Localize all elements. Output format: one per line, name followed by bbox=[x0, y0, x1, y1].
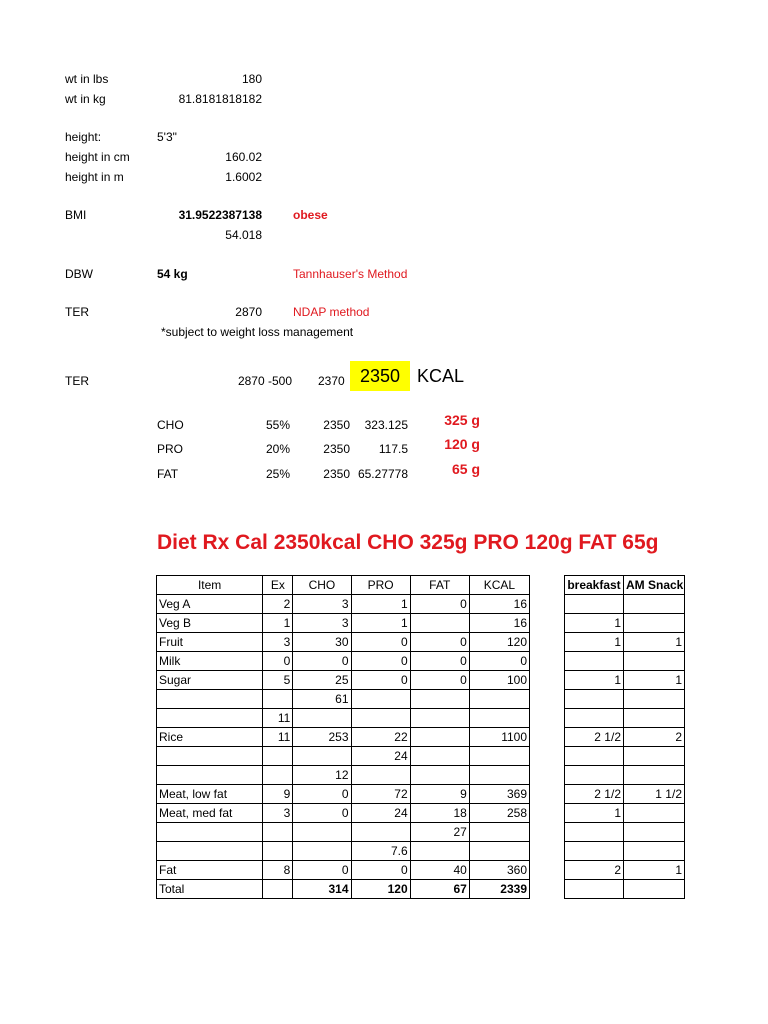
ter2-label: TER bbox=[65, 374, 89, 388]
item-cell bbox=[157, 842, 263, 861]
value-cell: 3 bbox=[293, 614, 351, 633]
value-cell bbox=[565, 880, 624, 899]
value-cell: 0 bbox=[351, 652, 410, 671]
item-cell bbox=[157, 709, 263, 728]
macro-rounded: 325 g bbox=[444, 412, 480, 428]
table-row bbox=[157, 880, 530, 899]
value-cell: 2 bbox=[624, 728, 685, 747]
dbw-note: Tannhauser's Method bbox=[293, 267, 408, 281]
table-row bbox=[157, 823, 530, 842]
value-cell: 0 bbox=[410, 652, 469, 671]
column-header: AM Snack bbox=[624, 576, 685, 595]
table-header-row bbox=[157, 576, 530, 595]
value-cell: 258 bbox=[469, 804, 529, 823]
macro-kcal: 2350 bbox=[323, 442, 350, 456]
value-cell: 72 bbox=[351, 785, 410, 804]
table-row bbox=[157, 633, 530, 652]
value-cell bbox=[565, 766, 624, 785]
table-row bbox=[157, 766, 530, 785]
table-row bbox=[157, 671, 530, 690]
table-row bbox=[565, 633, 685, 652]
table-row bbox=[157, 842, 530, 861]
value-cell: 9 bbox=[410, 785, 469, 804]
value-cell bbox=[565, 690, 624, 709]
table-row bbox=[157, 690, 530, 709]
height-value: 5'3" bbox=[157, 130, 177, 144]
value-cell bbox=[565, 747, 624, 766]
value-cell: 22 bbox=[351, 728, 410, 747]
macro-rounded: 65 g bbox=[451, 461, 480, 477]
item-cell: Fruit bbox=[157, 633, 263, 652]
value-cell bbox=[410, 842, 469, 861]
value-cell bbox=[469, 709, 529, 728]
macro-name: PRO bbox=[157, 442, 184, 456]
item-cell: Total bbox=[157, 880, 263, 899]
value-cell bbox=[624, 880, 685, 899]
item-cell: Rice bbox=[157, 728, 263, 747]
macro-percent: 20% bbox=[265, 442, 290, 456]
value-cell bbox=[624, 823, 685, 842]
item-cell bbox=[157, 747, 263, 766]
value-cell: 24 bbox=[351, 804, 410, 823]
value-cell bbox=[263, 690, 293, 709]
value-cell bbox=[293, 747, 351, 766]
value-cell bbox=[469, 842, 529, 861]
macro-kcal: 2350 bbox=[323, 467, 350, 481]
height-label: height: bbox=[65, 130, 102, 144]
dbw-value: 54 kg bbox=[157, 267, 188, 281]
macro-percent: 55% bbox=[265, 418, 290, 432]
value-cell bbox=[293, 709, 351, 728]
value-cell: 16 bbox=[469, 595, 529, 614]
item-cell bbox=[157, 690, 263, 709]
value-cell: 120 bbox=[351, 880, 410, 899]
macro-rounded: 120 g bbox=[444, 436, 480, 452]
item-cell bbox=[157, 823, 263, 842]
value-cell: 0 bbox=[263, 652, 293, 671]
value-cell: 1 bbox=[624, 671, 685, 690]
value-cell bbox=[410, 766, 469, 785]
value-cell bbox=[565, 595, 624, 614]
table-row bbox=[565, 614, 685, 633]
value-cell: 369 bbox=[469, 785, 529, 804]
value-cell: 16 bbox=[469, 614, 529, 633]
value-cell: 1 bbox=[565, 671, 624, 690]
dbw-label: DBW bbox=[65, 267, 93, 281]
value-cell: 11 bbox=[263, 728, 293, 747]
kcal-highlight: 2350 bbox=[350, 361, 410, 391]
value-cell bbox=[263, 766, 293, 785]
bmi-label: BMI bbox=[65, 208, 87, 222]
value-cell bbox=[410, 690, 469, 709]
bmi-note: obese bbox=[293, 208, 328, 222]
value-cell bbox=[469, 690, 529, 709]
value-cell: 0 bbox=[351, 671, 410, 690]
value-cell: 2 bbox=[263, 595, 293, 614]
value-cell: 1 bbox=[565, 614, 624, 633]
table-row bbox=[565, 690, 685, 709]
value-cell bbox=[624, 595, 685, 614]
value-cell bbox=[410, 747, 469, 766]
value-cell: 7.6 bbox=[351, 842, 410, 861]
table-row bbox=[157, 709, 530, 728]
item-cell: Veg B bbox=[157, 614, 263, 633]
height-m-value: 1.6002 bbox=[225, 170, 262, 184]
value-cell: 2 1/2 bbox=[565, 728, 624, 747]
table-row bbox=[565, 595, 685, 614]
height-cm-value: 160.02 bbox=[225, 150, 262, 164]
macro-kcal: 2350 bbox=[323, 418, 350, 432]
value-cell bbox=[624, 690, 685, 709]
value-cell: 0 bbox=[410, 671, 469, 690]
value-cell: 2339 bbox=[469, 880, 529, 899]
table-row bbox=[565, 671, 685, 690]
bmi-value: 31.9522387138 bbox=[178, 208, 262, 222]
item-cell: Sugar bbox=[157, 671, 263, 690]
table-row bbox=[565, 861, 685, 880]
value-cell bbox=[293, 823, 351, 842]
item-cell: Meat, med fat bbox=[157, 804, 263, 823]
column-header: FAT bbox=[410, 576, 469, 595]
table-row bbox=[565, 823, 685, 842]
item-cell: Meat, low fat bbox=[157, 785, 263, 804]
value-cell bbox=[624, 804, 685, 823]
macro-grams: 65.27778 bbox=[357, 467, 408, 481]
value-cell bbox=[410, 709, 469, 728]
value-cell: 0 bbox=[410, 633, 469, 652]
wt-kg-label: wt in kg bbox=[65, 92, 106, 106]
value-cell bbox=[624, 766, 685, 785]
column-header: KCAL bbox=[469, 576, 529, 595]
value-cell: 0 bbox=[410, 595, 469, 614]
value-cell: 0 bbox=[293, 652, 351, 671]
value-cell: 0 bbox=[351, 633, 410, 652]
value-cell: 24 bbox=[351, 747, 410, 766]
value-cell bbox=[624, 614, 685, 633]
value-cell: 1 bbox=[263, 614, 293, 633]
ter2-value: 2870 -500 bbox=[237, 374, 292, 388]
value-cell bbox=[263, 880, 293, 899]
value-cell bbox=[565, 842, 624, 861]
table-row bbox=[157, 747, 530, 766]
value-cell bbox=[565, 652, 624, 671]
value-cell bbox=[469, 766, 529, 785]
column-header: Ex bbox=[263, 576, 293, 595]
value-cell: 5 bbox=[263, 671, 293, 690]
value-cell bbox=[263, 842, 293, 861]
value-cell: 0 bbox=[351, 861, 410, 880]
macro-name: FAT bbox=[157, 467, 179, 481]
value-cell: 12 bbox=[293, 766, 351, 785]
macro-grams: 323.125 bbox=[364, 418, 408, 432]
value-cell bbox=[469, 823, 529, 842]
value-cell bbox=[351, 823, 410, 842]
column-header: PRO bbox=[351, 576, 410, 595]
value-cell: 18 bbox=[410, 804, 469, 823]
value-cell: 1 bbox=[624, 861, 685, 880]
column-header: Item bbox=[157, 576, 263, 595]
value-cell: 1 bbox=[351, 614, 410, 633]
ter-note: NDAP method bbox=[293, 305, 370, 319]
wt-lbs-label: wt in lbs bbox=[65, 72, 109, 86]
macro-grams: 117.5 bbox=[378, 442, 408, 456]
value-cell: 40 bbox=[410, 861, 469, 880]
value-cell: 1 bbox=[624, 633, 685, 652]
value-cell bbox=[565, 709, 624, 728]
value-cell bbox=[351, 766, 410, 785]
value-cell: 360 bbox=[469, 861, 529, 880]
value-cell: 11 bbox=[263, 709, 293, 728]
value-cell: 27 bbox=[410, 823, 469, 842]
value-cell bbox=[351, 690, 410, 709]
item-cell: Fat bbox=[157, 861, 263, 880]
wt-lbs-value: 180 bbox=[241, 72, 262, 86]
kcal-unit: KCAL bbox=[417, 366, 465, 386]
table-row bbox=[565, 709, 685, 728]
value-cell bbox=[293, 842, 351, 861]
height-m-label: height in m bbox=[65, 170, 124, 184]
value-cell: 30 bbox=[293, 633, 351, 652]
value-cell: 1 bbox=[351, 595, 410, 614]
value-cell: 67 bbox=[410, 880, 469, 899]
column-header: CHO bbox=[293, 576, 351, 595]
ter-value: 2870 bbox=[235, 305, 262, 319]
value-cell: 314 bbox=[293, 880, 351, 899]
table-row bbox=[565, 785, 685, 804]
value-cell: 61 bbox=[293, 690, 351, 709]
table-row bbox=[565, 652, 685, 671]
diet-rx-heading: Diet Rx Cal 2350kcal CHO 325g PRO 120g FAT 65g bbox=[157, 531, 659, 554]
value-cell bbox=[263, 823, 293, 842]
table-row bbox=[565, 880, 685, 899]
value-cell bbox=[624, 709, 685, 728]
value-cell bbox=[263, 747, 293, 766]
bmi-value2: 54.018 bbox=[225, 228, 262, 242]
value-cell bbox=[410, 614, 469, 633]
value-cell: 3 bbox=[293, 595, 351, 614]
value-cell: 100 bbox=[469, 671, 529, 690]
value-cell: 9 bbox=[263, 785, 293, 804]
exchange-table bbox=[156, 575, 530, 899]
table-header-row bbox=[565, 576, 685, 595]
table-row bbox=[157, 804, 530, 823]
macro-name: CHO bbox=[157, 418, 184, 432]
table-row bbox=[157, 614, 530, 633]
value-cell: 253 bbox=[293, 728, 351, 747]
value-cell bbox=[469, 747, 529, 766]
value-cell: 0 bbox=[293, 861, 351, 880]
value-cell: 1100 bbox=[469, 728, 529, 747]
value-cell bbox=[624, 652, 685, 671]
value-cell: 2 1/2 bbox=[565, 785, 624, 804]
value-cell: 0 bbox=[469, 652, 529, 671]
table-row bbox=[565, 728, 685, 747]
value-cell: 3 bbox=[263, 633, 293, 652]
value-cell: 0 bbox=[293, 785, 351, 804]
ter-label: TER bbox=[65, 305, 89, 319]
value-cell bbox=[351, 709, 410, 728]
table-row bbox=[565, 766, 685, 785]
value-cell: 3 bbox=[263, 804, 293, 823]
value-cell: 0 bbox=[293, 804, 351, 823]
value-cell bbox=[565, 823, 624, 842]
table-row bbox=[157, 861, 530, 880]
table-row bbox=[157, 785, 530, 804]
table-row bbox=[565, 804, 685, 823]
table-row bbox=[565, 747, 685, 766]
value-cell: 1 bbox=[565, 633, 624, 652]
table-row bbox=[157, 595, 530, 614]
value-cell: 8 bbox=[263, 861, 293, 880]
item-cell: Veg A bbox=[157, 595, 263, 614]
value-cell: 1 bbox=[565, 804, 624, 823]
height-cm-label: height in cm bbox=[65, 150, 130, 164]
value-cell: 1 1/2 bbox=[624, 785, 685, 804]
table-row bbox=[565, 842, 685, 861]
ter2-result: 2370 bbox=[318, 374, 345, 388]
ter-subnote: *subject to weight loss management bbox=[161, 325, 354, 339]
value-cell bbox=[624, 747, 685, 766]
item-cell bbox=[157, 766, 263, 785]
value-cell: 2 bbox=[565, 861, 624, 880]
table-row bbox=[157, 652, 530, 671]
value-cell bbox=[624, 842, 685, 861]
value-cell: 120 bbox=[469, 633, 529, 652]
value-cell: 25 bbox=[293, 671, 351, 690]
meal-distribution-table bbox=[564, 575, 685, 899]
macro-percent: 25% bbox=[265, 467, 290, 481]
column-header: breakfast bbox=[565, 576, 624, 595]
table-row bbox=[157, 728, 530, 747]
item-cell: Milk bbox=[157, 652, 263, 671]
wt-kg-value: 81.8181818182 bbox=[178, 92, 262, 106]
value-cell bbox=[410, 728, 469, 747]
